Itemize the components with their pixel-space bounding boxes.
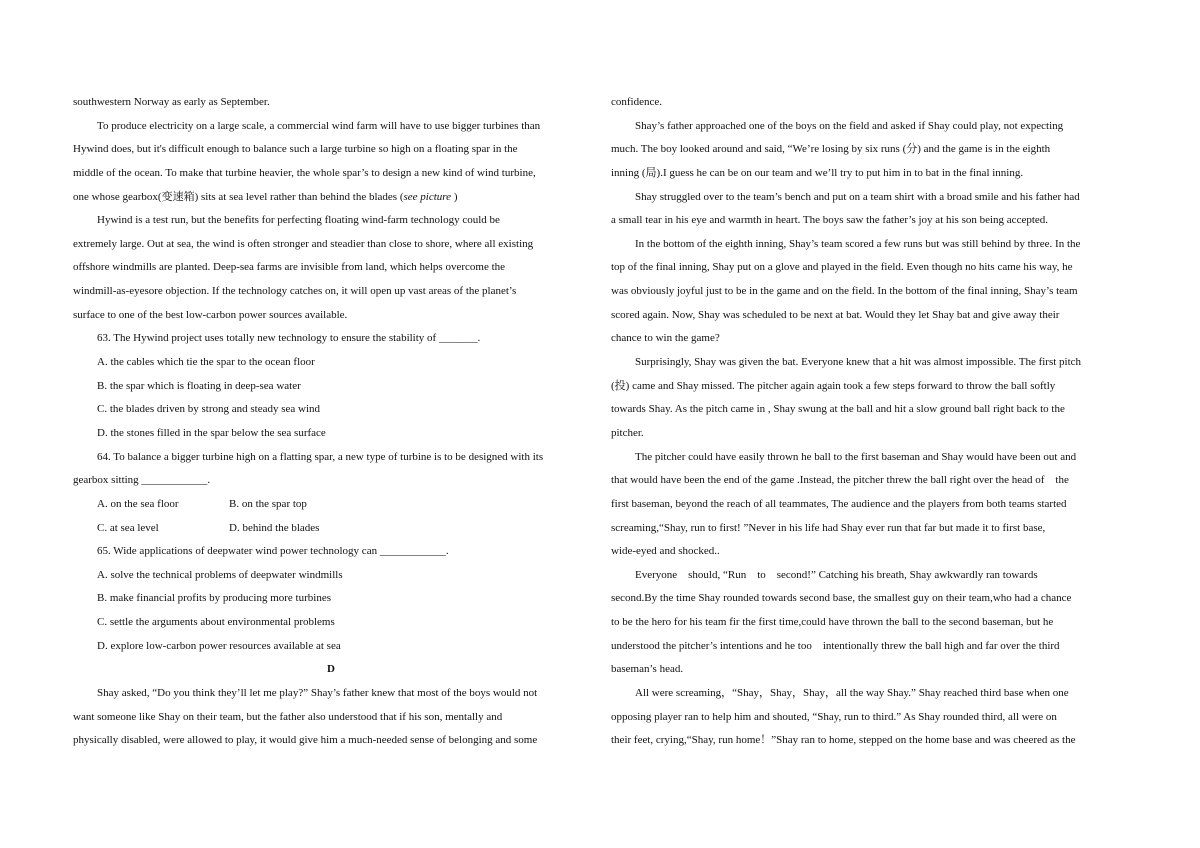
text-line: Shay struggled over to the team’s bench and put on a team shirt with a broad smile and his father had: [635, 190, 1080, 203]
question-64: 64. To balance a bigger turbine high on a flatting spar, a new type of turbine is to be designed with its: [97, 450, 544, 463]
option-63-b: B. the spar which is floating in deep-sea water: [97, 379, 301, 392]
see-picture-note: see picture: [403, 190, 452, 203]
left-column: [73, 91, 589, 753]
text-line: a small tear in his eye and warmth in heart. The boys saw the father’s joy at his son being accepted.: [611, 214, 1049, 227]
text-line: confidence.: [611, 96, 662, 108]
text-line: want someone like Shay on their team, but the father also understood that if his son, mentally and: [73, 710, 503, 723]
option-63-a: A. the cables which tie the spar to the ocean floor: [97, 356, 315, 369]
text-line: much. The boy looked around and said, “We’re losing by six runs (分) and the game is in the eighth: [611, 143, 1051, 156]
text-line: middle of the ocean. To make that turbine heavier, the whole spar’s to design a new kind of wind turbine,: [73, 166, 536, 179]
text-segment: ): [451, 190, 458, 203]
text-line: their feet, crying,“Shay, run home！”Shay ran to home, stepped on the home base and was cheered as the: [611, 734, 1076, 747]
text-line: Shay’s father approached one of the boys on the field and asked if Shay could play, not expecting: [635, 119, 1064, 132]
section-heading: D: [327, 663, 335, 676]
question-65: 65. Wide applications of deepwater wind power technology can ____________.: [97, 545, 449, 558]
option-64-c: C. at sea level: [97, 521, 159, 534]
text-line: that would have been the end of the game .Instead, the pitcher threw the ball right over the head of the: [611, 474, 1069, 487]
text-line: offshore windmills are planted. Deep-sea farms are invisible from land, which helps overcome the: [73, 261, 506, 274]
text-line: was obviously joyful just to be in the game and on the field. In the bottom of the final inning, Shay’s team: [611, 285, 1078, 298]
text-segment: one whose gearbox(变速箱) sits at sea level rather than behind the blades (: [73, 190, 404, 203]
text-line: Surprisingly, Shay was given the bat. Everyone knew that a hit was almost impossible. The first pitch: [635, 356, 1082, 369]
text-line: surface to one of the best low-carbon power sources available.: [73, 308, 348, 321]
text-line: windmill-as-eyesore objection. If the technology catches on, it will open up vast areas of the planet’s: [73, 285, 517, 298]
text-line: to be the hero for his team fir the first time,could have thrown the ball to the second baseman, but he: [611, 616, 1054, 629]
text-line: [73, 186, 589, 210]
text-line: inning (局).I guess he can be on our team and we’ll try to put him in to bat in the final inning.: [611, 166, 1024, 179]
text-line: Everyone should, “Run to second!” Catching his breath, Shay awkwardly ran towards: [635, 568, 1038, 581]
option-63-c: C. the blades driven by strong and steady sea wind: [97, 403, 321, 416]
option-64-d: D. behind the blades: [229, 521, 320, 534]
text-line: chance to win the game?: [611, 332, 720, 345]
option-65-d: D. explore low-carbon power resources available at sea: [97, 639, 341, 652]
text-line: physically disabled, were allowed to play, it would give him a much-needed sense of belonging and some: [73, 734, 538, 747]
text-line: top of the final inning, Shay put on a glove and played in the field. Even though no hits came his way, he: [611, 261, 1073, 274]
options-64-cd: [73, 517, 589, 541]
text-line: To produce electricity on a large scale, a commercial wind farm will have to use bigger turbines than: [97, 119, 541, 132]
option-65-b: B. make financial profits by producing more turbines: [97, 592, 331, 605]
option-65-c: C. settle the arguments about environmental problems: [97, 616, 335, 629]
text-line: wide-eyed and shocked..: [611, 545, 720, 558]
text-line: scored again. Now, Shay was scheduled to be next at bat. Would they let Shay bat and give away their: [611, 308, 1060, 321]
question-63: 63. The Hywind project uses totally new technology to ensure the stability of _______.: [97, 332, 481, 345]
text-line: towards Shay. As the pitch came in , Shay swung at the ball and hit a slow ground ball right back to the: [611, 403, 1065, 416]
question-64-cont: gearbox sitting ____________.: [73, 474, 211, 487]
option-63-d: D. the stones filled in the spar below the sea surface: [97, 426, 326, 439]
text-line: first baseman, beyond the reach of all teammates, The audience and the players from both teams started: [611, 497, 1067, 510]
text-line: pitcher.: [611, 426, 644, 439]
text-line: Hywind does, but it's difficult enough to balance such a large turbine so high on a floating spar in the: [73, 143, 518, 156]
text-line: extremely large. Out at sea, the wind is often stronger and steadier than close to shore, where all existing: [73, 237, 534, 250]
text-line: screaming,“Shay, run to first! ”Never in his life had Shay ever run that far but made it to first base,: [611, 521, 1046, 534]
text-line: baseman’s head.: [611, 663, 684, 676]
text-line: Hywind is a test run, but the benefits for perfecting floating wind-farm technology could be: [97, 214, 500, 227]
text-line: southwestern Norway as early as September.: [73, 96, 270, 108]
text-line: The pitcher could have easily thrown he ball to the first baseman and Shay would have been out and: [635, 450, 1077, 463]
options-64-ab: [73, 493, 589, 517]
right-column: [611, 91, 1127, 753]
option-64-a: A. on the sea floor: [97, 497, 179, 510]
text-line: Shay asked, “Do you think they’ll let me play?” Shay’s father knew that most of the boys would not: [97, 687, 538, 700]
text-line: In the bottom of the eighth inning, Shay’s team scored a few runs but was still behind by three. In the: [635, 237, 1081, 250]
text-line: (投) came and Shay missed. The pitcher again again took a few steps forward to throw the ball softly: [611, 379, 1056, 392]
text-line: second.By the time Shay rounded towards second base, the smallest guy on their team,who had a chance: [611, 592, 1072, 605]
option-64-b: B. on the spar top: [229, 497, 307, 510]
option-65-a: A. solve the technical problems of deepwater windmills: [97, 568, 343, 581]
text-line: understood the pitcher’s intentions and he too intentionally threw the ball high and far over the third: [611, 639, 1060, 652]
text-line: All were screaming，“Shay，Shay，Shay，all the way Shay.” Shay reached third base when one: [635, 687, 1069, 700]
text-line: opposing player ran to help him and shouted, “Shay, run to third.” As Shay rounded third, all were on: [611, 710, 1057, 723]
